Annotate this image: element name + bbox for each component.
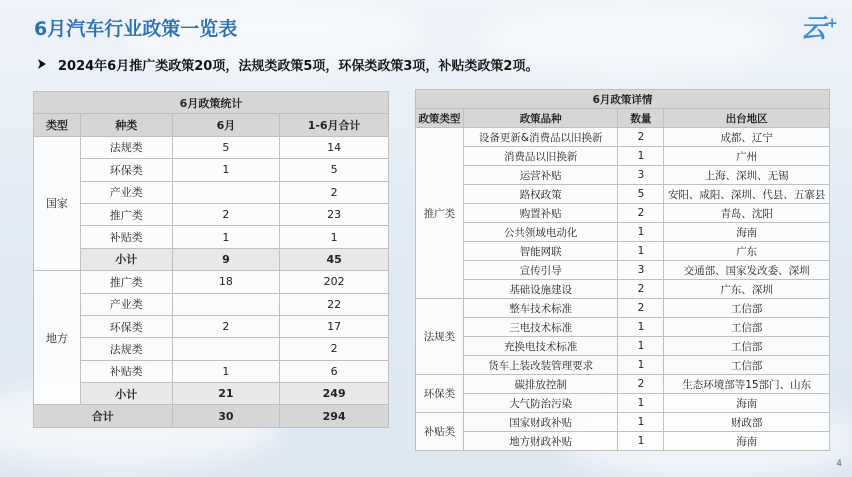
table-row [416,356,830,375]
table-row [34,360,389,382]
table-cell: 1 [618,147,664,166]
table-cell: 1 [618,318,664,337]
table-row [34,181,389,203]
table-cell: 广东 [664,242,830,261]
table-cell: 宣传引导 [463,261,618,280]
table-row [416,337,830,356]
table-cell: 补贴类 [80,226,172,248]
table-cell: 地方财政补贴 [463,432,618,451]
table-cell: 工信部 [664,356,830,375]
table-cell: 财政部 [664,413,830,432]
table-cell: 3 [618,261,664,280]
table-row [416,432,830,451]
table-cell: 1 [172,360,280,382]
table-row [34,226,389,248]
logo-text: 云 [800,14,827,44]
table-row [416,128,830,147]
table-cell: 环保类 [80,159,172,181]
table-cell: 2 [618,299,664,318]
column-header: 数量 [618,109,664,128]
table-cell: 充换电技术标准 [463,337,618,356]
table-cell: 环保类 [80,315,172,337]
column-header: 类型 [34,114,81,136]
table-cell: 2 [280,338,389,360]
table-row [34,315,389,337]
column-header: 种类 [80,114,172,136]
column-header: 6月 [172,114,280,136]
table-cell: 产业类 [80,293,172,315]
subtotal-cell: 21 [172,383,280,405]
table-cell: 广州 [664,147,830,166]
table-cell: 2 [618,375,664,394]
logo-plus: + [826,15,838,32]
table-row [416,318,830,337]
table-cell: 运营补贴 [463,166,618,185]
table-cell: 基础设施建设 [463,280,618,299]
table-cell: 6 [280,360,389,382]
policy-stats-table [33,91,389,428]
table-cell: 2 [618,204,664,223]
table-cell: 设备更新&消费品以旧换新 [463,128,618,147]
table-cell: 18 [172,271,280,293]
table-row [34,293,389,315]
table-cell: 安阳、咸阳、深圳、代县、五寨县 [664,185,830,204]
table-cell: 海南 [664,432,830,451]
table-row [416,166,830,185]
table-cell: 1 [172,159,280,181]
table-cell: 工信部 [664,318,830,337]
subtotal-row [34,383,389,405]
column-header: 政策类型 [416,109,464,128]
table-cell: 海南 [664,223,830,242]
total-row [34,405,389,427]
table-row [34,271,389,293]
subtotal-row [34,248,389,270]
table-cell: 国家财政补贴 [463,413,618,432]
table-cell: 智能网联 [463,242,618,261]
table-row [34,338,389,360]
group-type-cell: 国家 [34,136,81,270]
table-cell: 2 [172,315,280,337]
table-cell: 路权政策 [463,185,618,204]
table-row [416,375,830,394]
group-type-cell: 地方 [34,271,81,405]
summary-text: 2024年6月推广类政策20项，法规类政策5项，环保类政策3项，补贴类政策2项。 [58,59,539,74]
table-cell: 2 [618,128,664,147]
subtotal-cell: 249 [280,383,389,405]
table-cell: 1 [172,226,280,248]
table-cell: 1 [618,432,664,451]
table-cell [172,293,280,315]
table-cell: 海南 [664,394,830,413]
table-cell [172,338,280,360]
table-row [34,136,389,158]
table-cell: 三电技术标准 [463,318,618,337]
page-number: 4 [836,459,842,469]
table-cell: 1 [618,242,664,261]
table-cell: 5 [172,136,280,158]
table-cell: 整车技术标准 [463,299,618,318]
table-row [416,394,830,413]
table-row [416,280,830,299]
table-row [416,261,830,280]
stats-table-caption: 6月政策统计 [34,92,389,114]
table-row [416,185,830,204]
table-cell: 22 [280,293,389,315]
table-cell: 2 [280,181,389,203]
table-cell: 1 [280,226,389,248]
table-cell: 工信部 [664,337,830,356]
column-header: 出台地区 [664,109,830,128]
table-row [416,204,830,223]
table-cell: 1 [618,356,664,375]
table-cell [172,181,280,203]
table-cell: 青岛、沈阳 [664,204,830,223]
summary-line [36,55,538,74]
table-cell: 1 [618,394,664,413]
table-cell: 14 [280,136,389,158]
table-cell: 成都、辽宁 [664,128,830,147]
table-cell: 公共领域电动化 [463,223,618,242]
subtotal-cell: 小计 [80,248,172,270]
table-cell: 1 [618,413,664,432]
table-cell: 202 [280,271,389,293]
table-row [416,299,830,318]
table-cell: 交通部、国家发改委、深圳 [664,261,830,280]
table-row [34,159,389,181]
table-cell: 生态环境部等15部门、山东 [664,375,830,394]
group-type-cell: 环保类 [416,375,464,413]
group-type-cell: 补贴类 [416,413,464,451]
table-cell: 广东、深圳 [664,280,830,299]
policy-detail-table [415,89,830,451]
total-cell: 30 [172,405,280,427]
brand-logo [800,8,838,45]
table-cell: 补贴类 [80,360,172,382]
table-cell: 2 [172,203,280,225]
table-cell: 大气防治污染 [463,394,618,413]
table-cell: 推广类 [80,203,172,225]
table-cell: 5 [618,185,664,204]
detail-table-caption: 6月政策详情 [416,90,830,109]
table-cell: 碳排放控制 [463,375,618,394]
table-cell: 上海、深圳、无锡 [664,166,830,185]
table-cell: 产业类 [80,181,172,203]
table-row [416,413,830,432]
column-header: 1-6月合计 [280,114,389,136]
group-type-cell: 推广类 [416,128,464,299]
group-type-cell: 法规类 [416,299,464,375]
table-cell: 23 [280,203,389,225]
table-cell: 推广类 [80,271,172,293]
table-row [416,223,830,242]
subtotal-cell: 9 [172,248,280,270]
table-cell: 消费品以旧换新 [463,147,618,166]
table-cell: 法规类 [80,136,172,158]
table-cell: 2 [618,280,664,299]
table-cell: 工信部 [664,299,830,318]
table-cell: 货车上装改装管理要求 [463,356,618,375]
total-cell: 294 [280,405,389,427]
subtotal-cell: 45 [280,248,389,270]
table-cell: 1 [618,337,664,356]
page-title: 6月汽车行业政策一览表 [34,18,238,40]
subtotal-cell: 小计 [80,383,172,405]
table-cell: 5 [280,159,389,181]
table-cell: 法规类 [80,338,172,360]
table-cell: 购置补贴 [463,204,618,223]
column-header: 政策品种 [463,109,618,128]
table-row [34,203,389,225]
table-cell: 17 [280,315,389,337]
total-cell: 合计 [34,405,173,427]
table-row [416,147,830,166]
table-cell: 1 [618,223,664,242]
table-row [416,242,830,261]
table-cell: 3 [618,166,664,185]
arrow-bullet-icon [36,58,50,74]
